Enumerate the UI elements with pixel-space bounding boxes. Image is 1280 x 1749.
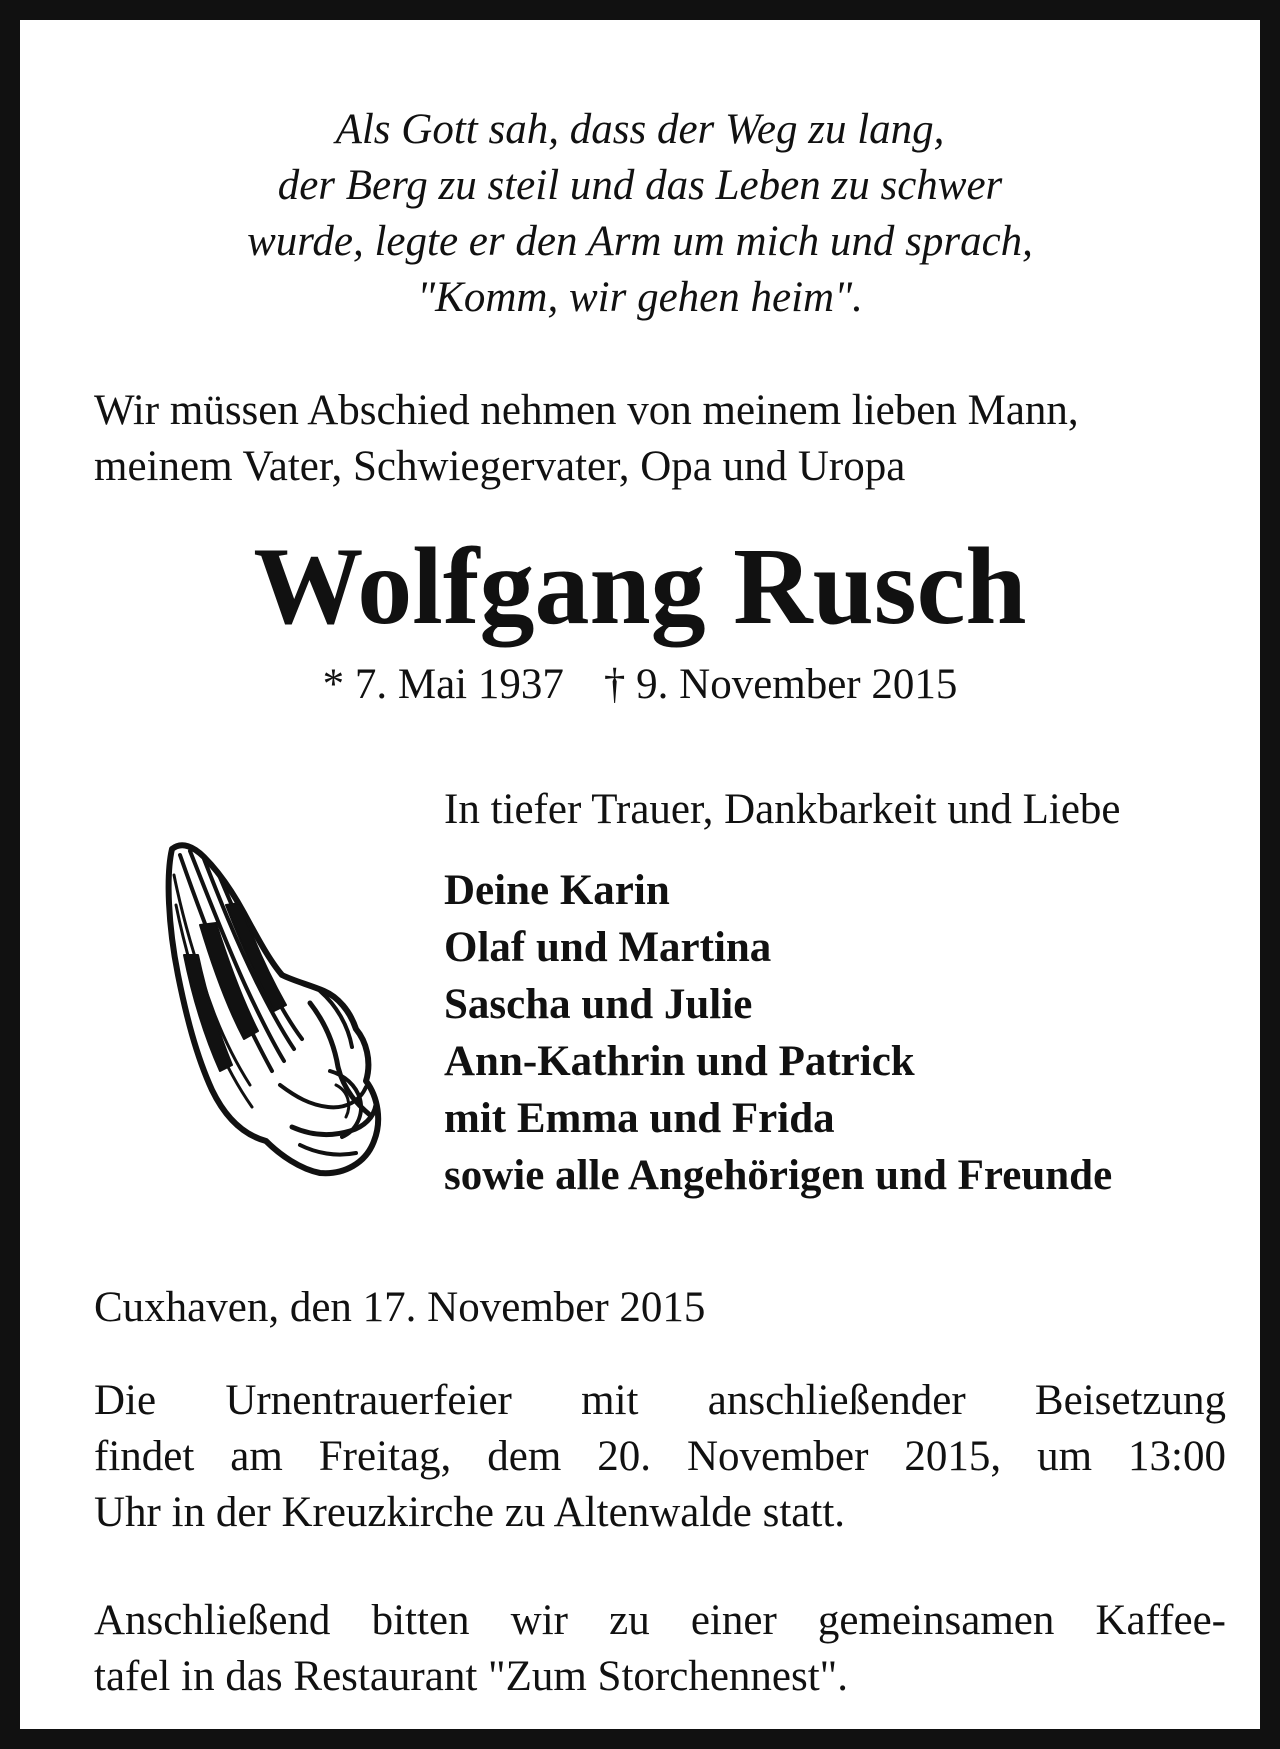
poem-line: "Komm, wir gehen heim".: [417, 274, 863, 321]
intro-line: Wir müssen Abschied nehmen von meinem lieben Mann,: [94, 387, 1079, 434]
mourner-line: Sascha und Julie: [444, 981, 753, 1028]
poem-line: wurde, legte er den Arm um mich und sprach,: [247, 218, 1033, 265]
deceased-name: Wolfgang Rusch: [253, 525, 1027, 647]
mourning-line: In tiefer Trauer, Dankbarkeit und Liebe: [444, 786, 1121, 833]
reception-line: Anschließend bitten wir zu einer gemeinsamen Kaffee-: [94, 1597, 1226, 1644]
mourner-line: mit Emma und Frida: [444, 1095, 835, 1142]
mourner-line: sowie alle Angehörigen und Freunde: [444, 1152, 1113, 1199]
mourner-line: Olaf und Martina: [444, 924, 772, 971]
poem: [60, 102, 1220, 326]
life-dates: [20, 657, 1260, 713]
service-info: [94, 1373, 1226, 1541]
poem-line: der Berg zu steil und das Leben zu schwer: [277, 162, 1003, 209]
intro-line: meinem Vater, Schwiegervater, Opa und Uropa: [94, 443, 906, 490]
poem-line: Als Gott sah, dass der Weg zu lang,: [335, 106, 945, 153]
mourner-line: Ann-Kathrin und Patrick: [444, 1038, 915, 1085]
mourner-line: Deine Karin: [444, 867, 670, 914]
birth-date: * 7. Mai 1937: [322, 661, 564, 708]
mourners-list: [444, 862, 1112, 1204]
intro-text: [94, 383, 1079, 495]
service-line: Die Urnentrauerfeier mit anschließender Beisetzung: [94, 1377, 1226, 1424]
place-date: Cuxhaven, den 17. November 2015: [94, 1284, 706, 1331]
reception-info: [94, 1593, 1226, 1705]
service-line: findet am Freitag, dem 20. November 2015, um 13:00: [94, 1433, 1226, 1480]
death-date: † 9. November 2015: [603, 661, 958, 708]
praying-hands-icon: [160, 835, 390, 1185]
reception-line: tafel in das Restaurant "Zum Storchennest".: [94, 1653, 848, 1700]
service-line: Uhr in der Kreuzkirche zu Altenwalde statt.: [94, 1489, 846, 1536]
